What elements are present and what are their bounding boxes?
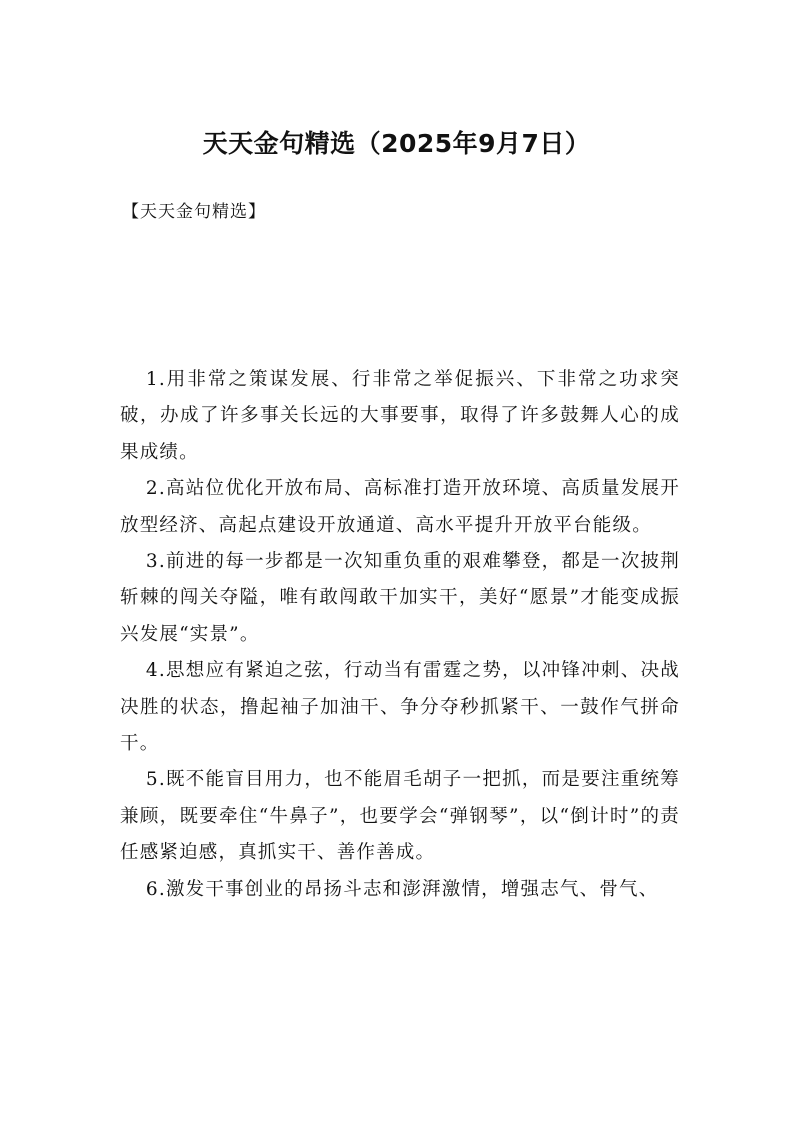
paragraph-6: 6.激发干事创业的昂扬斗志和澎湃激情，增强志气、骨气、: [145, 878, 659, 900]
paragraph-1: 1.用非常之策谋发展、行非常之举促振兴、下非常之功求突破，办成了许多事关长远的大事要事，取得了许多鼓舞人心的成果成绩。: [120, 369, 680, 463]
section-label: 【天天金句精选】: [122, 202, 266, 222]
document-title: 天天金句精选（2025年9月7日）: [202, 129, 591, 158]
paragraph-5: 5.既不能盲目用力，也不能眉毛胡子一把抓，而是要注重统筹兼顾，既要牵住“牛鼻子”，也要学会“弹钢琴”，以“倒计时”的责任感紧迫感，真抓实干、善作善成。: [120, 769, 680, 864]
paragraph-2: 2.高站位优化开放布局、高标准打造开放环境、高质量发展开放型经济、高起点建设开放通道、高水平提升开放平台能级。: [120, 478, 680, 536]
paragraph-4: 4.思想应有紧迫之弦，行动当有雷霆之势，以冲锋冲刺、决战决胜的状态，撸起袖子加油干、争分夺秒抓紧干、一鼓作气拼命干。: [120, 660, 680, 755]
paragraph-3: 3.前进的每一步都是一次知重负重的艰难攀登，都是一次披荆斩棘的闯关夺隘，唯有敢闯敢干加实干，美好“愿景”才能变成振兴发展“实景”。: [120, 551, 680, 645]
document-body: [120, 362, 680, 908]
